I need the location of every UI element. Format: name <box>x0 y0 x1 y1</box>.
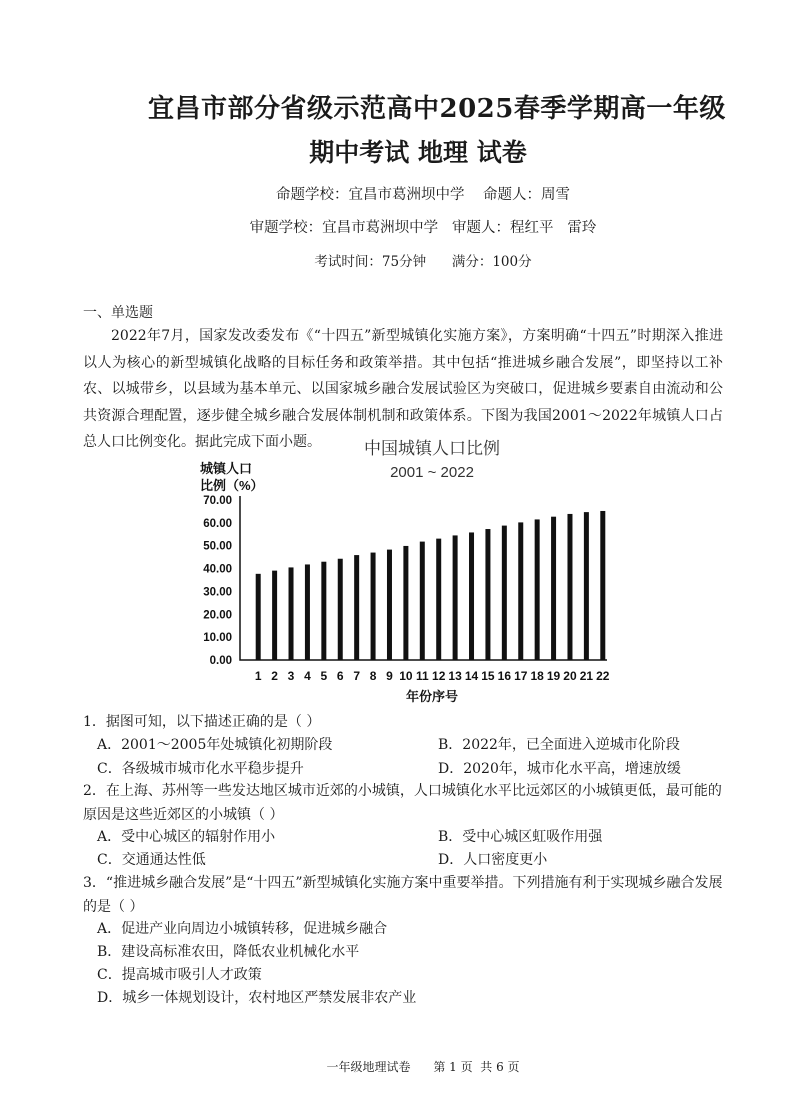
bar <box>354 555 359 660</box>
q2-option-a: A．受中心城区的辐射作用小 <box>97 829 276 845</box>
x-tick-label: 9 <box>386 669 393 683</box>
x-tick-label: 1 <box>254 669 262 683</box>
intro-paragraph: 2022年7月，国家发改委发布《“十四五”新型城镇化实施方案》，方案明确“十四五”时期深入推进以人为核心的新型城镇化战略的目标任务和政策举措。其中包括“推进城乡融合发展”，即坚持以工补农、以城带乡，以县域为基本单元、以国家城乡融合发展试验区为突破口，促进城乡要素自由流动和公共资源合理配置，逐步健全城乡融合发展体制机制和政策体系。下图为我国2001～2022年城镇人口占总人口比例变化。据此完成下面小题。 <box>83 328 723 450</box>
q3-option-a: A．促进产业向周边小城镇转移，促进城乡融合 <box>97 921 388 937</box>
x-axis-ticks <box>255 669 610 683</box>
x-tick-label: 22 <box>596 669 610 683</box>
bar <box>485 529 490 660</box>
x-tick-label: 3 <box>287 669 295 683</box>
chart-ylabel-line1: 城镇人口 <box>200 461 253 476</box>
section-title: 一、单选题 <box>83 305 153 321</box>
bar <box>256 574 261 660</box>
q1-option-c: C．各级城市城市化水平稳步提升 <box>97 761 304 777</box>
urban-population-chart <box>192 432 622 707</box>
setter-info: 命题学校：宜昌市葛洲坝中学 命题人：周雪 <box>276 187 570 203</box>
y-tick-label: 20.00 <box>203 609 232 622</box>
x-tick-label: 12 <box>432 669 446 683</box>
x-tick-label: 20 <box>563 669 577 683</box>
bar <box>567 514 572 660</box>
exam-title-line1: 宜昌市部分省级示范高中2025春季学期高一年级 <box>148 94 726 124</box>
chart-xlabel: 年份序号 <box>405 689 459 704</box>
q1-option-a: A．2001～2005年处城镇化初期阶段 <box>97 737 333 753</box>
question-1-stem: 1．据图可知，以下描述正确的是（ ） <box>83 714 321 730</box>
x-tick-label: 2 <box>271 669 278 683</box>
bar <box>502 526 507 660</box>
chart-title: 中国城镇人口比例 <box>364 439 500 458</box>
reviewer-info: 审题学校：宜昌市葛洲坝中学 审题人：程红平 雷玲 <box>249 220 597 236</box>
bar <box>387 550 392 660</box>
q2-option-c: C．交通通达性低 <box>97 852 206 868</box>
y-tick-label: 70.00 <box>203 495 232 507</box>
bar <box>403 546 408 660</box>
q1-option-b: B．2022年，已全面进入逆城市化阶段 <box>438 737 680 753</box>
q3-option-d: D．城乡一体规划设计，农村地区严禁发展非农产业 <box>97 990 417 1006</box>
bar <box>518 522 523 660</box>
x-tick-label: 13 <box>448 669 462 683</box>
x-tick-label: 18 <box>530 669 544 683</box>
x-tick-label: 19 <box>546 669 561 683</box>
bar <box>420 542 425 660</box>
x-tick-label: 21 <box>579 669 594 683</box>
q1-option-d: D．2020年，城市化水平高，增速放缓 <box>438 761 681 777</box>
chart-subtitle: 2001 ~ 2022 <box>390 464 474 481</box>
x-tick-label: 4 <box>304 669 311 683</box>
bar <box>535 519 540 660</box>
x-tick-label: 16 <box>497 669 512 683</box>
exam-title-line2: 期中考试 地理 试卷 <box>309 138 527 167</box>
x-tick-label: 17 <box>514 669 528 683</box>
x-tick-label: 5 <box>320 669 328 683</box>
x-tick-label: 11 <box>415 669 429 683</box>
bar <box>272 571 277 660</box>
bar <box>453 535 458 660</box>
bar <box>436 539 441 660</box>
chart-ylabel-line2: 比例（%） <box>200 478 264 493</box>
question-3-stem: 3．“推进城乡融合发展”是“十四五”新型城镇化实施方案中重要举措。下列措施有利于实现城乡融合发展的是（ ） <box>83 875 723 915</box>
bar <box>469 532 474 660</box>
bar <box>338 559 343 660</box>
bar <box>321 562 326 660</box>
x-tick-label: 14 <box>464 669 479 683</box>
bar <box>584 512 589 660</box>
x-tick-label: 8 <box>369 669 377 683</box>
bar <box>551 517 556 660</box>
bar <box>600 511 605 660</box>
bar <box>289 567 294 660</box>
y-tick-label: 0.00 <box>209 655 232 667</box>
question-2-stem: 2．在上海、苏州等一些发达地区城市近郊的小城镇，人口城镇化水平比远郊区的小城镇更低，最可能的原因是这些近郊区的小城镇（ ） <box>83 783 722 823</box>
q2-option-b: B．受中心城区虹吸作用强 <box>438 829 603 845</box>
x-tick-label: 7 <box>353 669 361 683</box>
bar-series <box>256 511 606 660</box>
x-tick-label: 10 <box>399 669 413 683</box>
q2-option-d: D．人口密度更小 <box>438 852 548 868</box>
x-tick-label: 15 <box>481 669 495 683</box>
bar <box>305 564 310 660</box>
x-tick-label: 6 <box>336 669 344 683</box>
y-tick-label: 40.00 <box>203 563 232 576</box>
y-tick-label: 60.00 <box>203 517 232 530</box>
y-tick-label: 50.00 <box>203 540 232 553</box>
q3-option-b: B．建设高标准农田，降低农业机械化水平 <box>97 944 360 960</box>
q3-option-c: C．提高城市吸引人才政策 <box>97 967 262 983</box>
y-tick-label: 30.00 <box>203 586 232 599</box>
bar <box>371 553 376 660</box>
y-tick-label: 10.00 <box>203 632 232 645</box>
exam-time-info: 考试时间：75分钟 满分：100分 <box>314 254 532 270</box>
page-footer: 一年级地理试卷 第 1 页 共 6 页 <box>326 1060 520 1074</box>
